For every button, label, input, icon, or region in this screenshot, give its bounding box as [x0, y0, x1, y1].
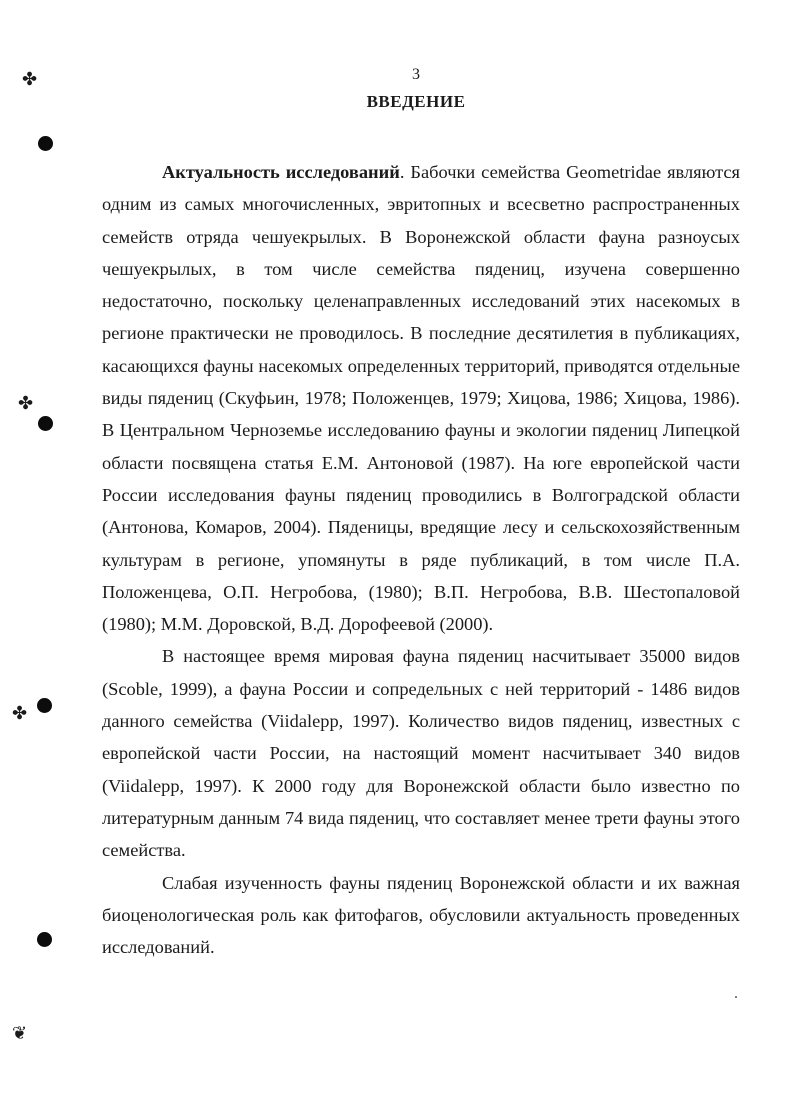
scan-mark-lower: ✤: [12, 703, 28, 723]
paragraph-text: . Бабочки семейства Geometridae являются одним из самых многочисленных, эвритопных и всесветно распространенных семейств отряда чешуекрылых. В Воронежской области фауна разноусых чешуекрылых, в том числе семейства пядениц, изучена совершенно недостаточно, поскольку целенаправленных исследований этих насекомых в регионе практически не проводилось. В последние десятилетия в публикациях, касающихся фауны насекомых определенных территорий, приводятся отдельные виды пядениц (Скуфьин, 1978; Положенцев, 1979; Хицова, 1986; Хицова, 1986). В Центральном Черноземье исследованию фауны и экологии пядениц Липецкой области посвящена статья Е.М. Антоновой (1987). На юге европейской части России исследования фауны пядениц проводились в Волгоградской области (Антонова, Комаров, 2004). Пяденицы, вредящие лесу и сельскохозяйственным культурам в регионе, упомянуты в ряде публикаций, в том числе П.А. Положенцева, О.П. Негробова, (1980); В.П. Негробова, В.В. Шестопаловой (1980); М.М. Доровской, В.Д. Дорофеевой (2000).: [102, 162, 740, 635]
paragraph-conclusion: Слабая изученность фауны пядениц Воронежской области и их важная биоценологическая роль как фитофагов, обусловили актуальность проведенных исследований.: [102, 872, 740, 958]
page-title: ВВЕДЕНИЕ: [366, 92, 466, 111]
paragraph-lead: Актуальность исследований: [162, 162, 400, 182]
paragraph-world-fauna: В настоящее время мировая фауна пядениц насчитывает 35000 видов (Scoble, 1999), а фауна России и сопредельных с ней территорий - 1486 видов данного семейства (Viidalepp, 1997). Количество видов пядениц, известных с европейской части России, на настоящий момент насчитывает 340 видов (Viidalepp, 1997). К 2000 году для Воронежской области было известно по литературным данным 74 вида пядениц, что составляет менее трети фауны этого семейства.: [102, 646, 740, 861]
page-number: 3: [412, 66, 420, 83]
binder-hole-1: [38, 136, 53, 151]
document-body: [102, 156, 740, 963]
scan-mark-middle: ✤: [18, 393, 34, 413]
binder-hole-2: [38, 416, 53, 431]
scan-mark-top: ✤: [22, 69, 38, 89]
binder-hole-3: [37, 698, 52, 713]
scan-mark-bottom: ❦: [12, 1023, 28, 1043]
binder-hole-4: [37, 932, 52, 947]
scan-speck: [735, 996, 737, 998]
paragraph-relevance: [102, 156, 740, 640]
